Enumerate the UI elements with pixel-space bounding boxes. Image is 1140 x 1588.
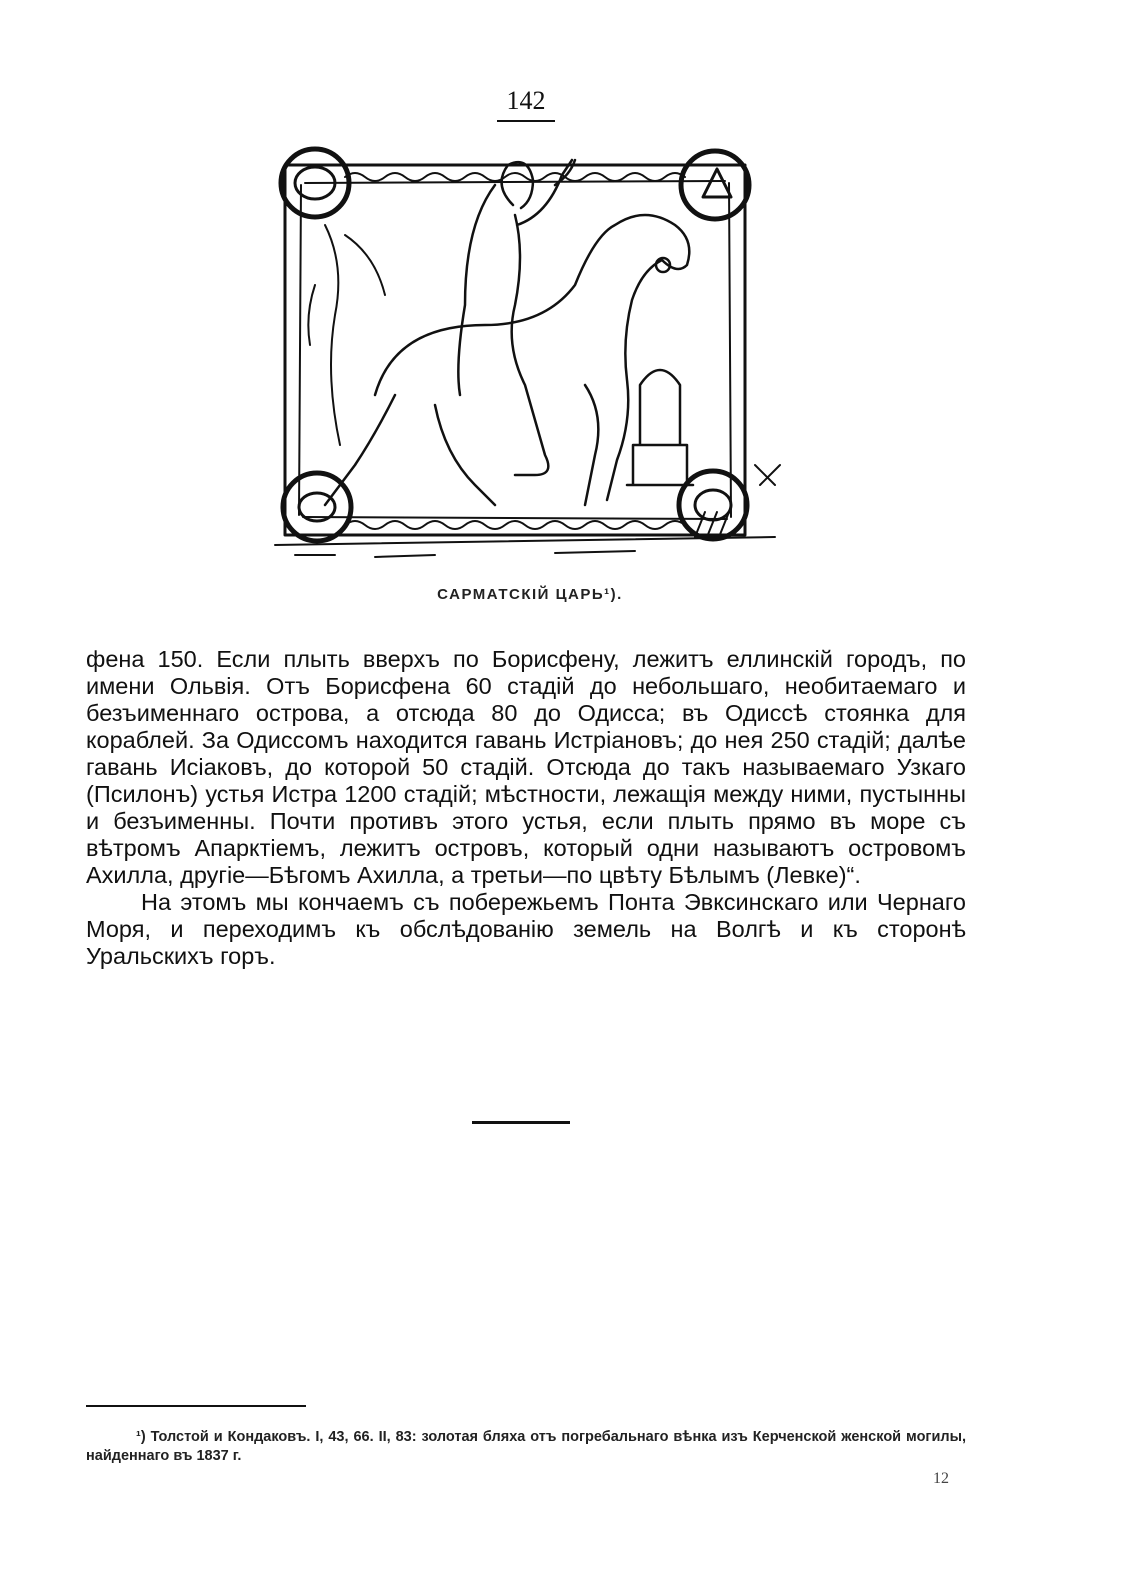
- page-number: 142: [506, 86, 546, 115]
- illustration-caption: САРМАТСКІЙ ЦАРЬ¹).: [437, 586, 623, 603]
- paragraph-1: фена 150. Если плыть вверхъ по Борисфену, лежитъ еллинскій городъ, по имени Ольвія. Отъ Борисфена 60 стадій до небольшаго, необитаемаго и безъименнаго острова, а отсюда 80 до Одисса; въ Одиссѣ стоянка для кораблей. За Одиссомъ находится гавань Истріановъ; до нея 250 стадій; далѣе гавань Исіаковъ, до которой 50 стадій. Отсюда до такъ называемаго Узкаго (Псилонъ) устья Истра 1200 стадій; мѣстности, лежащія между ними, пустынны и безъименны. Почти противъ этого устья, если плыть прямо въ море съ вѣтромъ Апарктіемъ, лежитъ островъ, который одни называютъ островомъ Ахилла, другіе—Бѣгомъ Ахилла, а третьи—по цвѣту Бѣлымъ (Левке)“.: [86, 646, 966, 888]
- rope-band-bottom: [345, 521, 685, 529]
- ground-line: [275, 537, 775, 557]
- rope-band-top: [345, 173, 685, 181]
- horse-figure: [325, 215, 689, 505]
- sarmatian-king-illustration: [255, 145, 795, 575]
- main-text: [86, 646, 966, 970]
- signature-mark: 12: [933, 1470, 949, 1487]
- paragraph-2: На этомъ мы кончаемъ съ побережьемъ Понта Эвксинскаго или Чернаго Моря, и переходимъ къ обслѣдованію земель на Волгѣ и къ сторонѣ Уральскихъ горъ.: [86, 889, 966, 969]
- altar-pillar: [627, 370, 693, 485]
- page-number-rule: [497, 120, 555, 122]
- plaque-inner-border: [299, 181, 731, 519]
- tree-left: [308, 225, 385, 445]
- rider-figure: [458, 160, 575, 475]
- corner-gem-bottom-right: [679, 471, 747, 539]
- footnote-rule: [86, 1405, 306, 1407]
- section-divider: [472, 1121, 570, 1124]
- corner-gem-top-right: [681, 151, 749, 219]
- footnote: ¹) Толстой и Кондаковъ. I, 43, 66. II, 83: золотая бляха отъ погребальнаго вѣнка изъ Керченской женской могилы, найденнаго въ 1837 г.: [86, 1429, 966, 1464]
